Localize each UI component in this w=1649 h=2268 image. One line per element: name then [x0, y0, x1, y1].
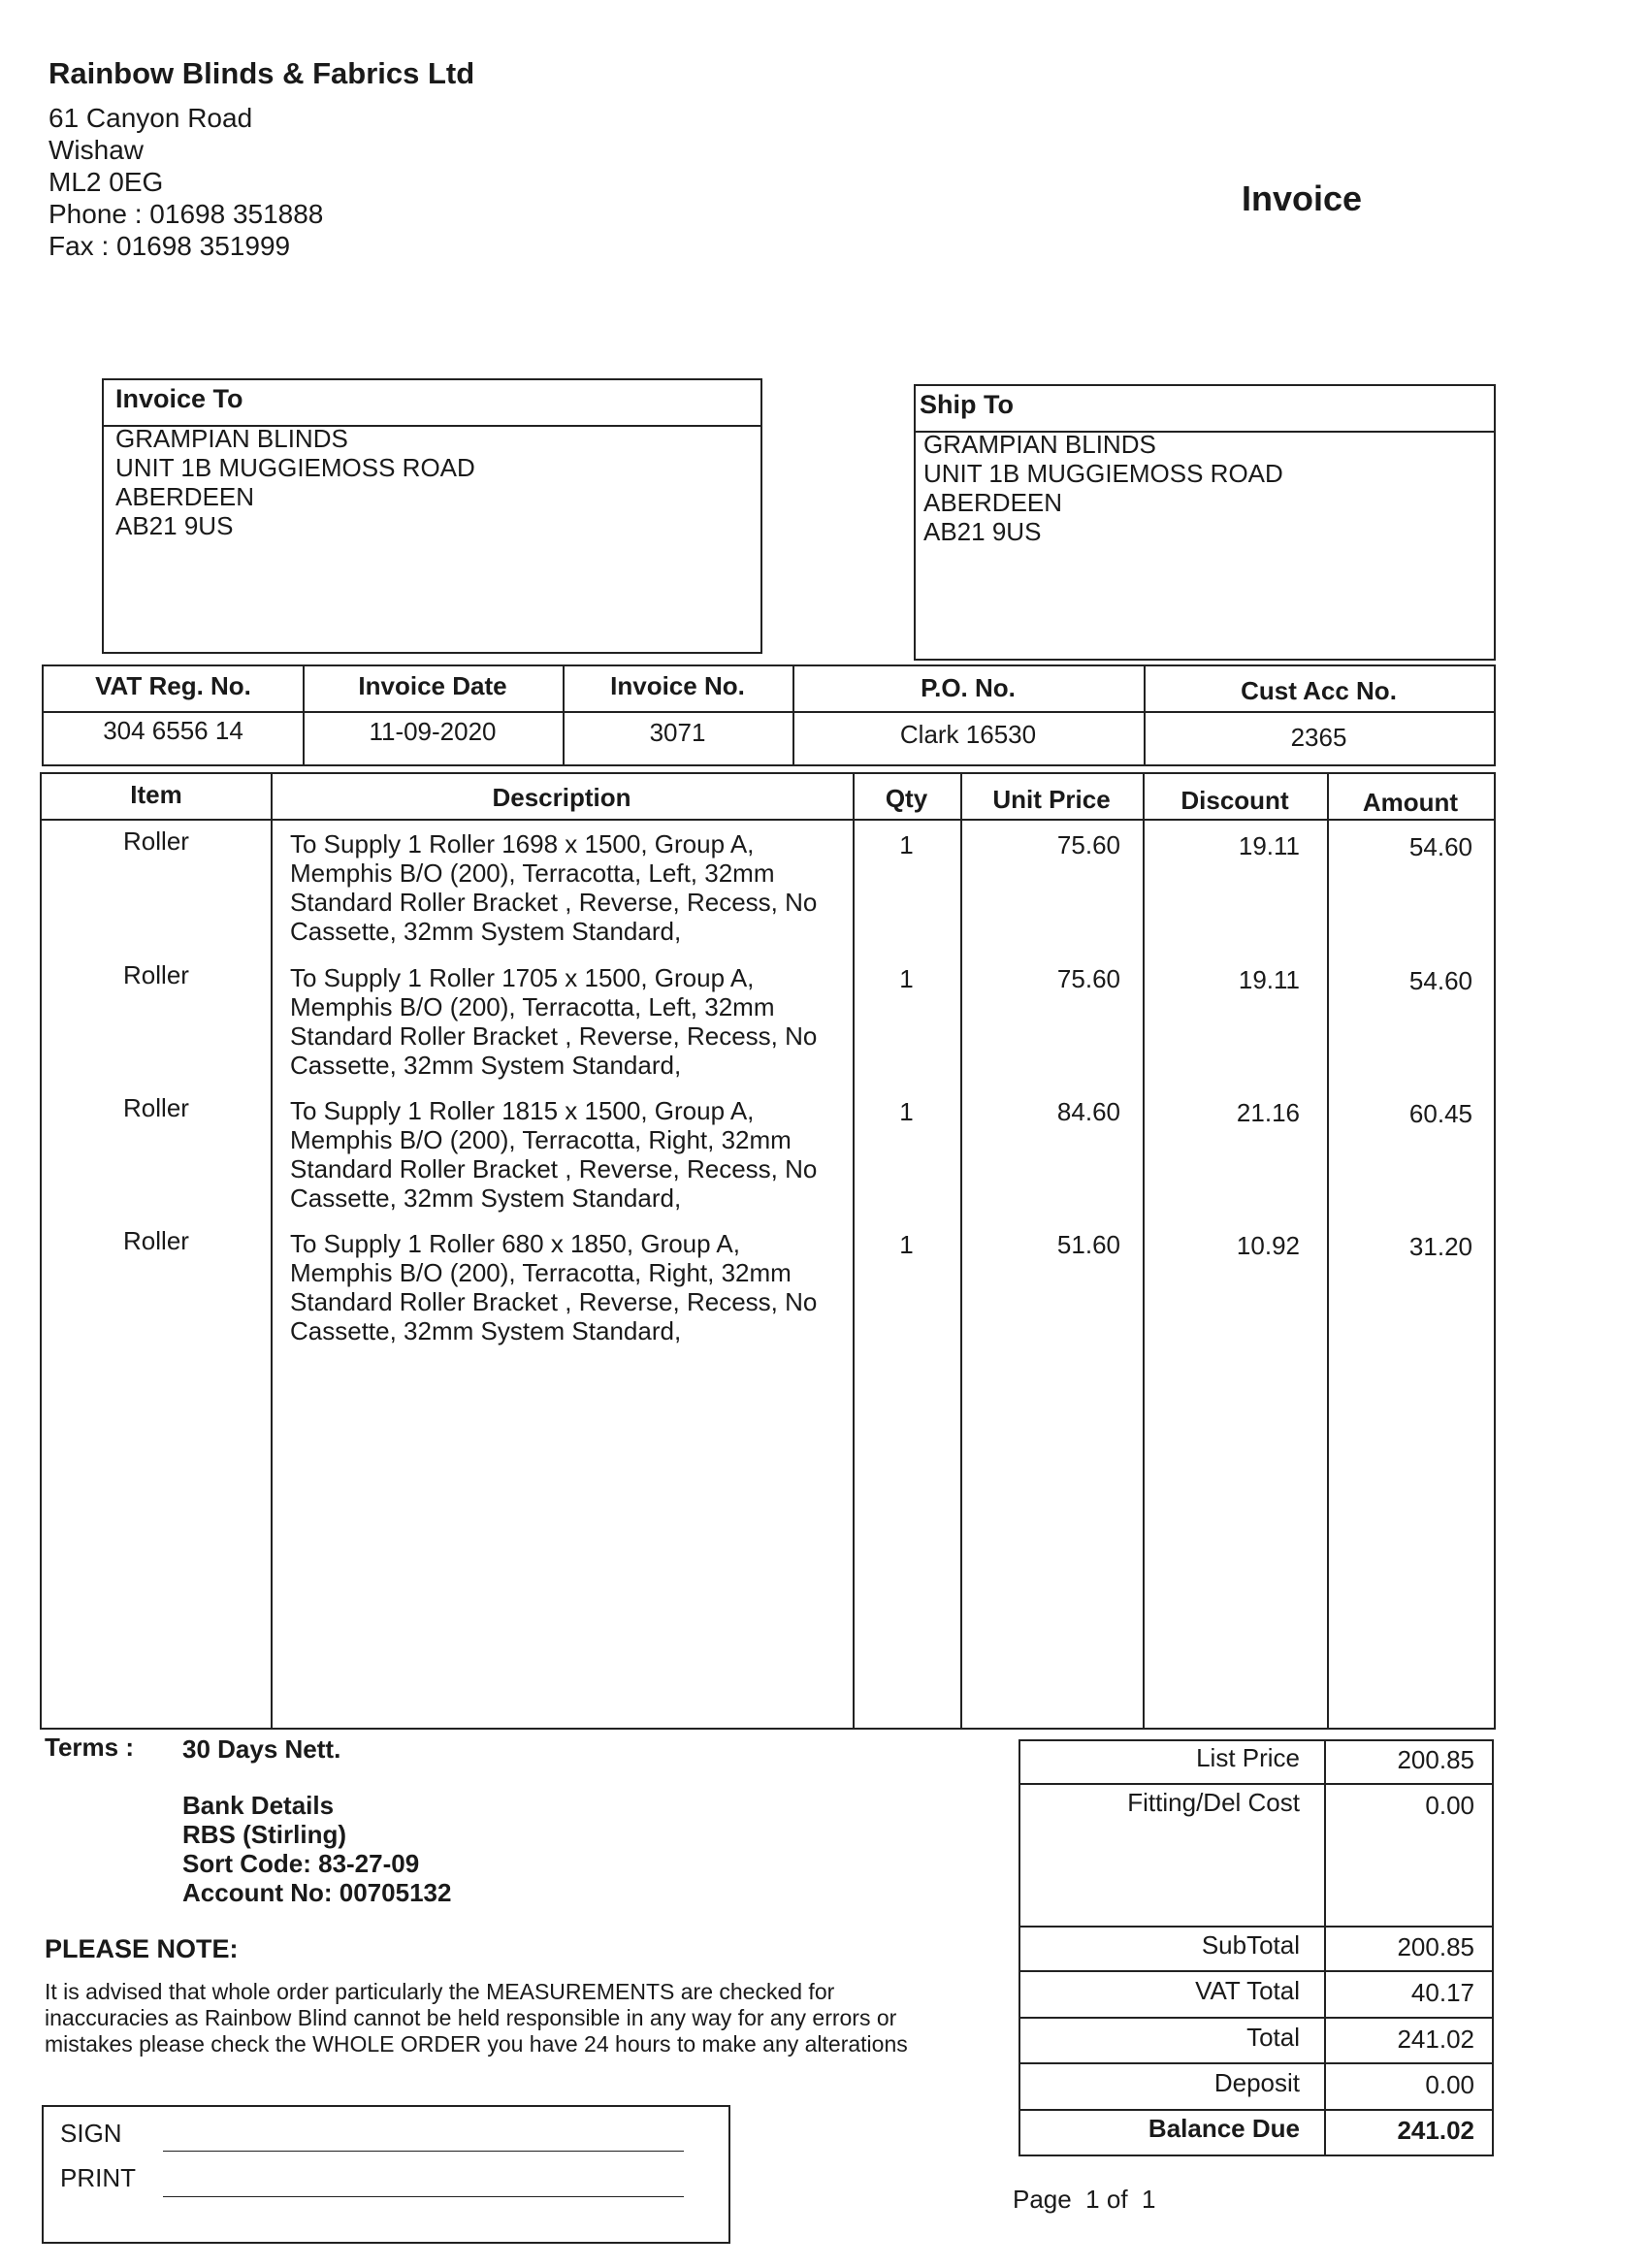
qty-cell: 1 [899, 1097, 914, 1126]
address-line: AB21 9US [923, 517, 1042, 546]
discount-cell: 21.16 [1236, 1098, 1300, 1127]
description-line: Memphis B/O (200), Terracotta, Left, 32mm [290, 992, 775, 1021]
sort-code: Sort Code: 83-27-09 [182, 1849, 420, 1878]
invoice-date-value: 11-09-2020 [369, 717, 497, 746]
unit-price-column-header: Unit Price [992, 785, 1111, 814]
description-line: To Supply 1 Roller 1705 x 1500, Group A, [290, 963, 755, 992]
description-line: Standard Roller Bracket , Reverse, Recess, No [290, 1021, 818, 1051]
description-column-header: Description [492, 783, 631, 812]
amount-cell: 60.45 [1408, 1099, 1472, 1128]
note-line: inaccuracies as Rainbow Blind cannot be held responsible in any way for any errors or [45, 2005, 897, 2030]
address-line: AB21 9US [115, 511, 234, 540]
discount-column-header: Discount [1180, 786, 1289, 815]
description-line: To Supply 1 Roller 1698 x 1500, Group A, [290, 829, 755, 859]
terms-label: Terms : [45, 1733, 134, 1762]
invoice-number-header: Invoice No. [610, 671, 745, 700]
invoice-to-panel [102, 378, 762, 654]
description-line: Cassette, 32mm System Standard, [290, 917, 682, 946]
note-line: It is advised that whole order particularly the MEASUREMENTS are checked for [45, 1979, 835, 2004]
description-line: Cassette, 32mm System Standard, [290, 1316, 682, 1345]
po-number-header: P.O. No. [921, 673, 1016, 702]
description-line: Cassette, 32mm System Standard, [290, 1051, 682, 1080]
unit-price-cell: 51.60 [1056, 1230, 1120, 1259]
account-number: Account No: 00705132 [182, 1878, 452, 1907]
description-cell [290, 1229, 853, 1345]
balance-due-value: 241.02 [1397, 2116, 1474, 2145]
description-line: To Supply 1 Roller 1815 x 1500, Group A, [290, 1096, 755, 1125]
ship-to-address [923, 430, 1283, 546]
total-label: Total [1246, 2023, 1300, 2052]
address-line: GRAMPIAN BLINDS [115, 424, 348, 453]
item-cell: Roller [123, 1093, 189, 1122]
total-value: 241.02 [1397, 2025, 1474, 2054]
divider [1018, 2062, 1494, 2064]
list-price-value: 200.85 [1397, 1745, 1474, 1774]
item-column-header: Item [130, 780, 182, 809]
print-line[interactable] [163, 2196, 684, 2197]
qty-cell: 1 [899, 830, 914, 859]
unit-price-cell: 84.60 [1056, 1097, 1120, 1126]
address-line: UNIT 1B MUGGIEMOSS ROAD [923, 459, 1283, 488]
sign-line[interactable] [163, 2151, 684, 2152]
divider [1018, 1926, 1494, 1928]
company-phone: Phone : 01698 351888 [48, 199, 324, 229]
divider [271, 774, 273, 1728]
vat-total-value: 40.17 [1410, 1978, 1474, 2007]
divider [1018, 1970, 1494, 1972]
list-price-label: List Price [1196, 1743, 1300, 1772]
qty-cell: 1 [899, 1230, 914, 1259]
unit-price-cell: 75.60 [1056, 830, 1120, 859]
vat-total-label: VAT Total [1195, 1976, 1300, 2005]
description-line: Memphis B/O (200), Terracotta, Right, 32mm [290, 1125, 792, 1154]
divider [1018, 1783, 1494, 1785]
cust-acc-value: 2365 [1290, 723, 1347, 752]
unit-price-cell: 75.60 [1056, 964, 1120, 993]
description-line: Standard Roller Bracket , Reverse, Recess, No [290, 1287, 818, 1316]
please-note-text [45, 1979, 1024, 2057]
divider [1018, 2109, 1494, 2111]
invoice-meta-table [42, 664, 1496, 766]
deposit-label: Deposit [1213, 2068, 1300, 2097]
document-title: Invoice [1242, 178, 1363, 218]
description-cell [290, 1096, 853, 1213]
item-cell: Roller [123, 1226, 189, 1255]
company-address-line: 61 Canyon Road [48, 103, 253, 133]
address-line: UNIT 1B MUGGIEMOSS ROAD [115, 453, 475, 482]
bank-name: RBS (Stirling) [182, 1820, 346, 1849]
amount-cell: 54.60 [1408, 832, 1472, 861]
company-name: Rainbow Blinds & Fabrics Ltd [48, 56, 475, 90]
description-line: Standard Roller Bracket , Reverse, Recess, No [290, 888, 818, 917]
qty-cell: 1 [899, 964, 914, 993]
terms-value: 30 Days Nett. [182, 1734, 341, 1764]
sign-label: SIGN [60, 2119, 122, 2148]
fitting-label: Fitting/Del Cost [1127, 1788, 1300, 1817]
invoice-to-heading: Invoice To [115, 384, 243, 413]
description-line: Memphis B/O (200), Terracotta, Left, 32mm [290, 859, 775, 888]
ship-to-panel [914, 384, 1496, 661]
divider [1018, 2017, 1494, 2019]
divider [44, 711, 1494, 713]
subtotal-label: SubTotal [1201, 1930, 1300, 1960]
deposit-value: 0.00 [1425, 2070, 1474, 2099]
description-line: To Supply 1 Roller 680 x 1850, Group A, [290, 1229, 740, 1258]
discount-cell: 19.11 [1238, 831, 1300, 860]
print-label: PRINT [60, 2163, 136, 2192]
divider [1324, 1739, 1326, 2156]
amount-column-header: Amount [1362, 788, 1459, 817]
address-line: ABERDEEN [115, 482, 255, 511]
divider [42, 819, 1494, 821]
discount-cell: 19.11 [1238, 965, 1300, 994]
note-line: mistakes please check the WHOLE ORDER you have 24 hours to make any alterations [45, 2031, 908, 2057]
ship-to-heading: Ship To [920, 390, 1014, 419]
company-address-line: Wishaw [48, 135, 145, 165]
item-cell: Roller [123, 960, 189, 989]
address-line: ABERDEEN [923, 488, 1063, 517]
vat-reg-value: 304 6556 14 [103, 716, 243, 745]
amount-cell: 31.20 [1408, 1232, 1472, 1261]
qty-column-header: Qty [885, 784, 928, 813]
po-number-value: Clark 16530 [899, 720, 1037, 749]
invoice-number-value: 3071 [649, 718, 706, 747]
item-cell: Roller [123, 826, 189, 856]
invoice-date-header: Invoice Date [358, 671, 507, 700]
description-line: Standard Roller Bracket , Reverse, Recess, No [290, 1154, 818, 1183]
vat-reg-header: VAT Reg. No. [95, 671, 251, 700]
description-cell [290, 963, 853, 1080]
description-cell [290, 829, 853, 946]
line-items-table [40, 772, 1496, 1730]
description-line: Memphis B/O (200), Terracotta, Right, 32mm [290, 1258, 792, 1287]
amount-cell: 54.60 [1408, 966, 1472, 995]
discount-cell: 10.92 [1236, 1231, 1300, 1260]
fitting-value: 0.00 [1425, 1791, 1474, 1820]
address-line: GRAMPIAN BLINDS [923, 430, 1156, 459]
balance-due-label: Balance Due [1148, 2114, 1300, 2143]
please-note-heading: PLEASE NOTE: [45, 1934, 239, 1963]
company-fax: Fax : 01698 351999 [48, 231, 291, 261]
company-postcode: ML2 0EG [48, 167, 164, 197]
cust-acc-header: Cust Acc No. [1241, 676, 1397, 705]
page-indicator: Page 1 of 1 [1013, 2185, 1156, 2214]
description-line: Cassette, 32mm System Standard, [290, 1183, 682, 1213]
bank-details-heading: Bank Details [182, 1791, 335, 1820]
subtotal-value: 200.85 [1397, 1932, 1474, 1961]
invoice-to-address [115, 424, 475, 540]
signature-box [42, 2105, 730, 2244]
